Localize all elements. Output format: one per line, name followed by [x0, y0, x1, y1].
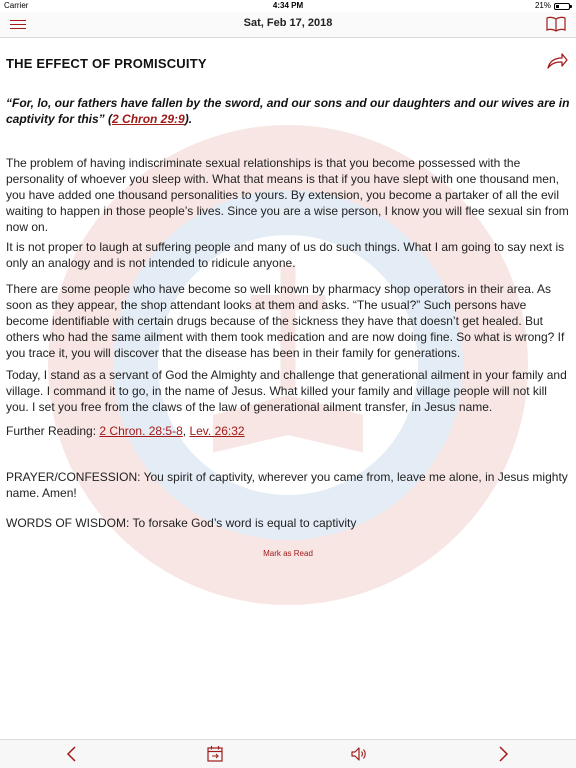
paragraph-3: There are some people who have become so well known by pharmacy shop operators in their area. As soon as they appear, the shop attendant looks at them and asks. “The usual?” Such persons have become identifiable with certain drugs because of the sickness they have that doesn’t get healed. But others who had the same ailment with them took medication and are now doing fine. So what is wrong? If you trace it, you will discover that the disease has been in their family for generations.: [6, 282, 565, 360]
status-bar: [0, 0, 576, 12]
battery-fill: [556, 5, 559, 8]
prayer-confession: PRAYER/CONFESSION: You spirit of captivity, wherever you came from, leave me alone, in Jesus mighty name. Amen!: [6, 470, 568, 500]
quote-end: ).: [184, 112, 193, 126]
quote-text: “For, lo, our fathers have fallen by the sword, and our sons and our daughters and our wives are in captivity for this” (: [6, 96, 570, 126]
paragraph-2: It is not proper to laugh at suffering people and many of us do such things. What I am going to say next is only an analogy and is not intended to ridicule anyone.: [6, 240, 565, 270]
battery-icon: [554, 3, 570, 10]
further-reading-label: Further Reading:: [6, 424, 100, 438]
calendar-icon[interactable]: [206, 745, 224, 763]
mark-as-read-button[interactable]: Mark as Read: [263, 549, 313, 558]
open-book-icon[interactable]: [546, 16, 566, 32]
chevron-left-icon[interactable]: [63, 745, 81, 763]
quote-reference-link[interactable]: 2 Chron 29:9: [112, 112, 185, 126]
speaker-icon[interactable]: [350, 745, 368, 763]
paragraph-1: The problem of having indiscriminate sexual relationships is that you become possessed with the personality of whoever you sleep with. What that means is that if you have slept with one thousand men, you have added one thousand personalities to yours. By extension, you become a partaker of all the evil waiting to happen in those people’s lives. Since you are a wise person, I know you will flee sexual sin from now on.: [6, 156, 569, 234]
article-title: THE EFFECT OF PROMISCUITY: [6, 56, 207, 71]
share-arrow-icon[interactable]: [546, 52, 568, 70]
battery-percent: 21%: [534, 1, 551, 10]
carrier-label: Carrier: [4, 1, 29, 10]
further-reading-separator: ,: [182, 424, 190, 438]
battery-indicator: [535, 0, 570, 12]
further-reading-link-2[interactable]: Lev. 26:32: [189, 424, 245, 438]
clock: 4:34 PM: [272, 1, 304, 10]
paragraph-4: Today, I stand as a servant of God the Almighty and challenge that generational ailment in your family and village. I command it to go, in the name of Jesus. What killed your family and village people will not kill you. I set you free from the claws of the law of generational ailment transfer, in Jesus name.: [6, 368, 567, 414]
further-reading-link-1[interactable]: 2 Chron. 28:5-8: [99, 424, 183, 438]
chevron-right-icon[interactable]: [494, 745, 512, 763]
page-date-title: Sat, Feb 17, 2018: [243, 17, 333, 29]
further-reading: [6, 423, 570, 439]
navigation-bar: [0, 12, 576, 38]
bible-quote: [6, 95, 570, 127]
words-of-wisdom: WORDS OF WISDOM: To forsake God’s word is equal to captivity: [6, 516, 357, 530]
bottom-toolbar: [0, 739, 576, 768]
